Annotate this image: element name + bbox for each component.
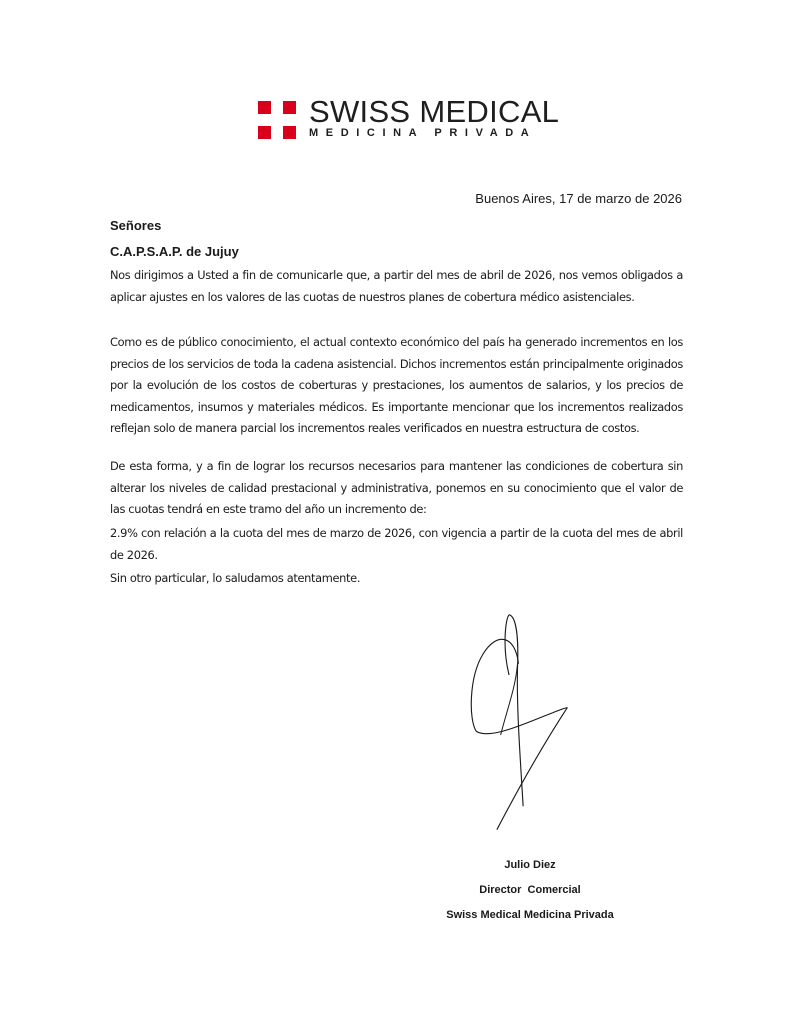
logo-brand-name: SWISS MEDICAL	[309, 94, 560, 129]
logo-square-icon	[283, 101, 296, 114]
salutation: Señores	[110, 218, 162, 233]
recipient: C.A.P.S.A.P. de Jujuy	[110, 244, 239, 259]
paragraph-closing: Sin otro particular, lo saludamos atentamente.	[110, 571, 361, 585]
logo-square-icon	[258, 126, 271, 139]
signatory-company: Swiss Medical Medicina Privada	[446, 909, 614, 921]
paragraph-increase: De esta forma, y a fin de lograr los recursos necesarios para mantener las condiciones de cobertura sin alterar los niveles de calidad prestacional y administrativa, ponemos en su conocimiento que el valor de las cuotas tendrá en este tramo del año un incremento de:	[110, 459, 683, 517]
paragraph-context: Como es de público conocimiento, el actual contexto económico del país ha generado incrementos en los precios de los servicios de toda la cadena asistencial. Dichos incrementos están principalmente originados por la evolución de los costos de coberturas y prestaciones, los aumentos de salarios, y los precios de medicamentos, insumos y materiales médicos. Es importante mencionar que los incrementos realizados reflejan solo de manera parcial los incrementos reales verificados en nuestra estructura de costos.	[110, 335, 683, 436]
signatory-name: Julio Diez	[504, 859, 556, 871]
logo-tagline: MEDICINA PRIVADA	[309, 127, 537, 139]
handwritten-signature	[450, 600, 600, 840]
swiss-medical-logo	[258, 94, 560, 141]
place-date: Buenos Aires, 17 de marzo de 2026	[475, 191, 682, 206]
logo-square-icon	[283, 126, 296, 139]
logo-square-icon	[258, 101, 271, 114]
paragraph-intro: Nos dirigimos a Usted a fin de comunicarle que, a partir del mes de abril de 2026, nos vemos obligados a aplicar ajustes en los valores de las cuotas de nuestros planes de cobertura médico asistenciales.	[110, 268, 683, 304]
paragraph-rate: 2.9% con relación a la cuota del mes de marzo de 2026, con vigencia a partir de la cuota del mes de abril de 2026.	[110, 526, 683, 562]
signatory-title: Director Comercial	[479, 884, 581, 896]
